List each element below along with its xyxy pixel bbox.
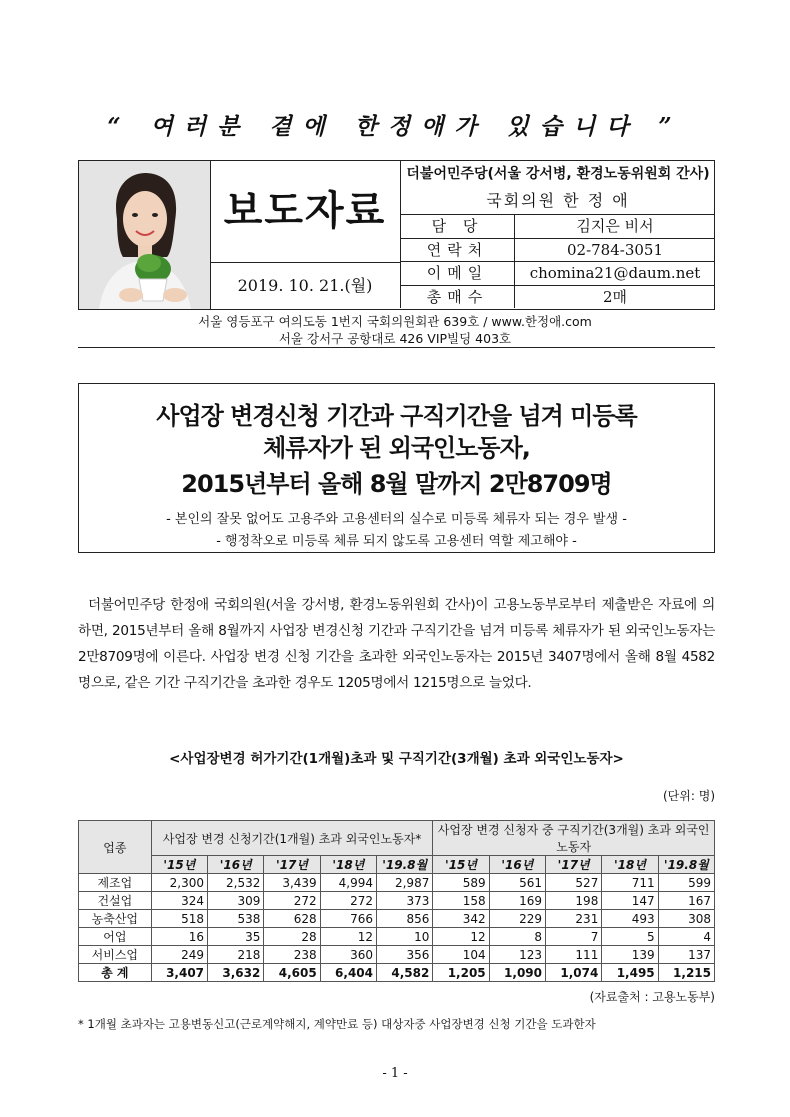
- value-cell: 7: [546, 928, 602, 946]
- value-cell: 360: [320, 946, 376, 964]
- value-cell: 12: [433, 928, 489, 946]
- table-total-row: [79, 964, 715, 982]
- data-table: [78, 820, 715, 982]
- value-cell: 10: [377, 928, 433, 946]
- headline-line-1: 사업장 변경신청 기간과 구직기간을 넘겨 미등록: [156, 402, 637, 430]
- subheadline-2: - 행정착오로 미등록 체류 되지 않도록 고용센터 역할 제고해야 -: [216, 534, 577, 549]
- value-cell: 599: [658, 874, 714, 892]
- data-source: (자료출처 : 고용노동부): [589, 990, 715, 1004]
- member-photo: [79, 161, 211, 309]
- year-header: '16년: [208, 856, 264, 874]
- value-cell: 3,439: [264, 874, 320, 892]
- value-cell: 137: [658, 946, 714, 964]
- industry-cell: 서비스업: [79, 946, 152, 964]
- industry-cell: 총 계: [79, 964, 152, 982]
- value-cell: 104: [433, 946, 489, 964]
- value-cell: 3,407: [151, 964, 207, 982]
- value-cell: 1,495: [602, 964, 658, 982]
- value-cell: 169: [489, 892, 545, 910]
- year-header: '15년: [433, 856, 489, 874]
- headline-line-2: 체류자가 된 외국인노동자,: [263, 434, 530, 462]
- info-key: 이메일: [401, 262, 515, 285]
- value-cell: 229: [489, 910, 545, 928]
- info-key: 총매수: [401, 286, 515, 309]
- value-cell: 856: [377, 910, 433, 928]
- address-divider: [78, 347, 715, 348]
- release-date: 2019. 10. 21.(월): [210, 262, 400, 309]
- value-cell: 231: [546, 910, 602, 928]
- value-cell: 3,632: [208, 964, 264, 982]
- info-value: chomina21@daum.net: [529, 264, 701, 282]
- year-header: '18년: [602, 856, 658, 874]
- address-line-2: 서울 강서구 공항대로 426 VIP빌딩 403호: [278, 331, 512, 346]
- table-row: [79, 892, 715, 910]
- header-group-2: 사업장 변경 신청자 중 구직기간(3개월) 초과 외국인노동자: [433, 821, 715, 856]
- info-key: 연락처: [401, 239, 515, 262]
- value-cell: 35: [208, 928, 264, 946]
- value-cell: 272: [320, 892, 376, 910]
- header-industry: 업종: [79, 821, 152, 874]
- value-cell: 139: [602, 946, 658, 964]
- value-cell: 2,987: [377, 874, 433, 892]
- body-paragraph: 더불어민주당 한정애 국회의원(서울 강서병, 환경노동위원회 간사)이 고용노동부로부터 제출받은 자료에 의하면, 2015년부터 올해 8월까지 사업장 변경신청 기간과 구직기간을 넘겨 미등록 체류자가 된 외국인노동자는 2만8709명에 이른다. 사업장 변경 신청 기간을 초과한 외국인노동자는 2015년 3407명에서 올해 8월 4582명으로, 같은 기간 구직기간을 초과한 경우도 1205명에서 1215명으로 늘었다.: [78, 597, 715, 691]
- info-row-email: [400, 261, 714, 285]
- value-cell: 8: [489, 928, 545, 946]
- value-cell: 493: [602, 910, 658, 928]
- value-cell: 198: [546, 892, 602, 910]
- table-row: [79, 928, 715, 946]
- value-cell: 249: [151, 946, 207, 964]
- value-cell: 308: [658, 910, 714, 928]
- value-cell: 4: [658, 928, 714, 946]
- value-cell: 5: [602, 928, 658, 946]
- industry-cell: 농축산업: [79, 910, 152, 928]
- value-cell: 589: [433, 874, 489, 892]
- year-header: '18년: [320, 856, 376, 874]
- table-row: [79, 874, 715, 892]
- value-cell: 272: [264, 892, 320, 910]
- value-cell: 218: [208, 946, 264, 964]
- value-cell: 309: [208, 892, 264, 910]
- value-cell: 2,532: [208, 874, 264, 892]
- value-cell: 4,994: [320, 874, 376, 892]
- subheadline-1: - 본인의 잘못 없어도 고용주와 고용센터의 실수로 미등록 체류자 되는 경우 발생 -: [166, 512, 627, 527]
- value-cell: 538: [208, 910, 264, 928]
- year-header: '15년: [151, 856, 207, 874]
- header-group-1: 사업장 변경 신청기간(1개월) 초과 외국인노동자*: [151, 821, 433, 856]
- value-cell: 1,215: [658, 964, 714, 982]
- value-cell: 342: [433, 910, 489, 928]
- value-cell: 111: [546, 946, 602, 964]
- page-number: - 1 -: [382, 1066, 408, 1081]
- info-value: 2매: [602, 287, 628, 306]
- value-cell: 324: [151, 892, 207, 910]
- value-cell: 373: [377, 892, 433, 910]
- value-cell: 28: [264, 928, 320, 946]
- year-header: '17년: [264, 856, 320, 874]
- address-line-1: 서울 영등포구 여의도동 1번지 국회의원회관 639호 / www.한정애.com: [198, 314, 592, 329]
- info-key: 담 당: [401, 215, 515, 238]
- slogan: “ 여러분 곁에 한정애가 있습니다 ”: [107, 113, 683, 140]
- value-cell: 711: [602, 874, 658, 892]
- press-release-title: 보도자료: [223, 188, 387, 234]
- value-cell: 1,205: [433, 964, 489, 982]
- value-cell: 518: [151, 910, 207, 928]
- value-cell: 1,090: [489, 964, 545, 982]
- value-cell: 1,074: [546, 964, 602, 982]
- info-row-page-count: [400, 285, 714, 309]
- value-cell: 6,404: [320, 964, 376, 982]
- industry-cell: 제조업: [79, 874, 152, 892]
- member-name: 국회의원 한 정 애: [400, 187, 715, 214]
- value-cell: 147: [602, 892, 658, 910]
- table-unit: (단위: 명): [663, 789, 715, 803]
- industry-cell: 어업: [79, 928, 152, 946]
- industry-cell: 건설업: [79, 892, 152, 910]
- info-row-contact-person: [400, 214, 714, 238]
- value-cell: 628: [264, 910, 320, 928]
- value-cell: 356: [377, 946, 433, 964]
- table-row: [79, 910, 715, 928]
- value-cell: 561: [489, 874, 545, 892]
- value-cell: 766: [320, 910, 376, 928]
- year-header: '16년: [489, 856, 545, 874]
- value-cell: 12: [320, 928, 376, 946]
- value-cell: 158: [433, 892, 489, 910]
- value-cell: 4,605: [264, 964, 320, 982]
- party-affiliation: 더불어민주당(서울 강서병, 환경노동위원회 간사): [400, 161, 715, 187]
- year-header: '19.8월: [377, 856, 433, 874]
- footnote: * 1개월 초과자는 고용변동신고(근로계약해지, 계약만료 등) 대상자중 사업장변경 신청 기간을 도과한자: [78, 1017, 596, 1031]
- info-row-phone: [400, 238, 714, 262]
- headline-line-3: 2015년부터 올해 8월 말까지 2만8709명: [181, 470, 612, 498]
- year-header: '17년: [546, 856, 602, 874]
- value-cell: 123: [489, 946, 545, 964]
- table-title: <사업장변경 허가기간(1개월)초과 및 구직기간(3개월) 초과 외국인노동자>: [169, 751, 624, 767]
- value-cell: 4,582: [377, 964, 433, 982]
- table-row: [79, 946, 715, 964]
- info-value: 김지은 비서: [576, 217, 654, 235]
- value-cell: 238: [264, 946, 320, 964]
- info-value: 02-784-3051: [566, 240, 664, 259]
- value-cell: 16: [151, 928, 207, 946]
- value-cell: 167: [658, 892, 714, 910]
- year-header: '19.8월: [658, 856, 714, 874]
- value-cell: 527: [546, 874, 602, 892]
- value-cell: 2,300: [151, 874, 207, 892]
